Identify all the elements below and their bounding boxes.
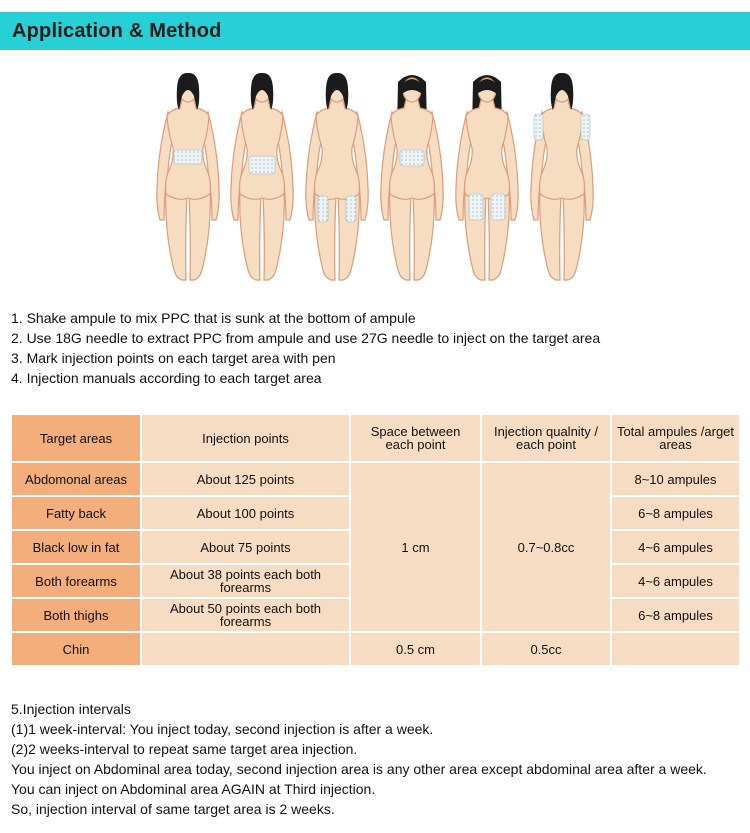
female-body-icon xyxy=(157,73,219,280)
points-cell: About 75 points xyxy=(142,531,349,563)
points-cell: About 50 points each both forearms xyxy=(142,599,349,631)
table-header-row xyxy=(12,415,739,461)
total-cell: 4~6 ampules xyxy=(612,565,739,597)
header-space: Space between each point xyxy=(351,415,480,461)
note-text: You inject on Abdominal area today, second injection area is any other area except abdominal area after a week. xyxy=(11,761,707,777)
note-text: So, injection interval of same target area is 2 weeks. xyxy=(11,801,335,817)
target-cell: Chin xyxy=(12,633,140,665)
points-cell xyxy=(142,633,349,665)
female-body-icon xyxy=(381,75,443,280)
notes-heading: 5.Injection intervals xyxy=(11,701,131,717)
header-total: Total ampules /arget areas xyxy=(612,415,739,461)
instruction-steps xyxy=(11,308,600,388)
female-body-icon xyxy=(231,73,293,280)
female-body-icon xyxy=(456,75,518,280)
page-title: Application & Method xyxy=(12,20,222,42)
body-figures-illustration xyxy=(150,70,600,290)
step-text: 2. Use 18G needle to extract PPC from ampule and use 27G needle to inject on the target area xyxy=(11,330,601,346)
space-merged-cell: 1 cm xyxy=(351,463,480,631)
quantity-merged-cell: 0.7~0.8cc xyxy=(482,463,610,631)
total-cell: 6~8 ampules xyxy=(612,497,739,529)
target-cell: Black low in fat xyxy=(12,531,140,563)
note-text: (2)2 weeks-interval to repeat same target area injection. xyxy=(11,741,358,757)
female-body-icon xyxy=(531,73,593,280)
target-cell: Abdomonal areas xyxy=(12,463,140,495)
quantity-cell: 0.5cc xyxy=(482,633,610,665)
note-text: You can inject on Abdominal area AGAIN at Third injection. xyxy=(11,781,376,797)
total-cell: 8~10 ampules xyxy=(612,463,739,495)
table-row-chin xyxy=(12,633,739,665)
header-quantity: Injection qualnity / each point xyxy=(482,415,610,461)
total-cell: 6~8 ampules xyxy=(612,599,739,631)
injection-interval-notes xyxy=(11,699,707,819)
header-target: Target areas xyxy=(12,415,140,461)
step-text: 3. Mark injection points on each target area with pen xyxy=(11,350,336,366)
total-cell xyxy=(612,633,739,665)
header-points: Injection points xyxy=(142,415,349,461)
target-cell: Fatty back xyxy=(12,497,140,529)
header-bar xyxy=(0,12,750,50)
target-cell: Both forearms xyxy=(12,565,140,597)
target-cell: Both thighs xyxy=(12,599,140,631)
step-text: 4. Injection manuals according to each target area xyxy=(11,370,322,386)
points-cell: About 38 points each both forearms xyxy=(142,565,349,597)
table-row xyxy=(12,463,739,495)
points-cell: About 125 points xyxy=(142,463,349,495)
step-text: 1. Shake ampule to mix PPC that is sunk at the bottom of ampule xyxy=(11,310,416,326)
note-text: (1)1 week-interval: You inject today, second injection is after a week. xyxy=(11,721,434,737)
total-cell: 4~6 ampules xyxy=(612,531,739,563)
space-cell: 0.5 cm xyxy=(351,633,480,665)
points-cell: About 100 points xyxy=(142,497,349,529)
injection-table xyxy=(10,413,741,667)
female-body-icon xyxy=(306,73,368,280)
